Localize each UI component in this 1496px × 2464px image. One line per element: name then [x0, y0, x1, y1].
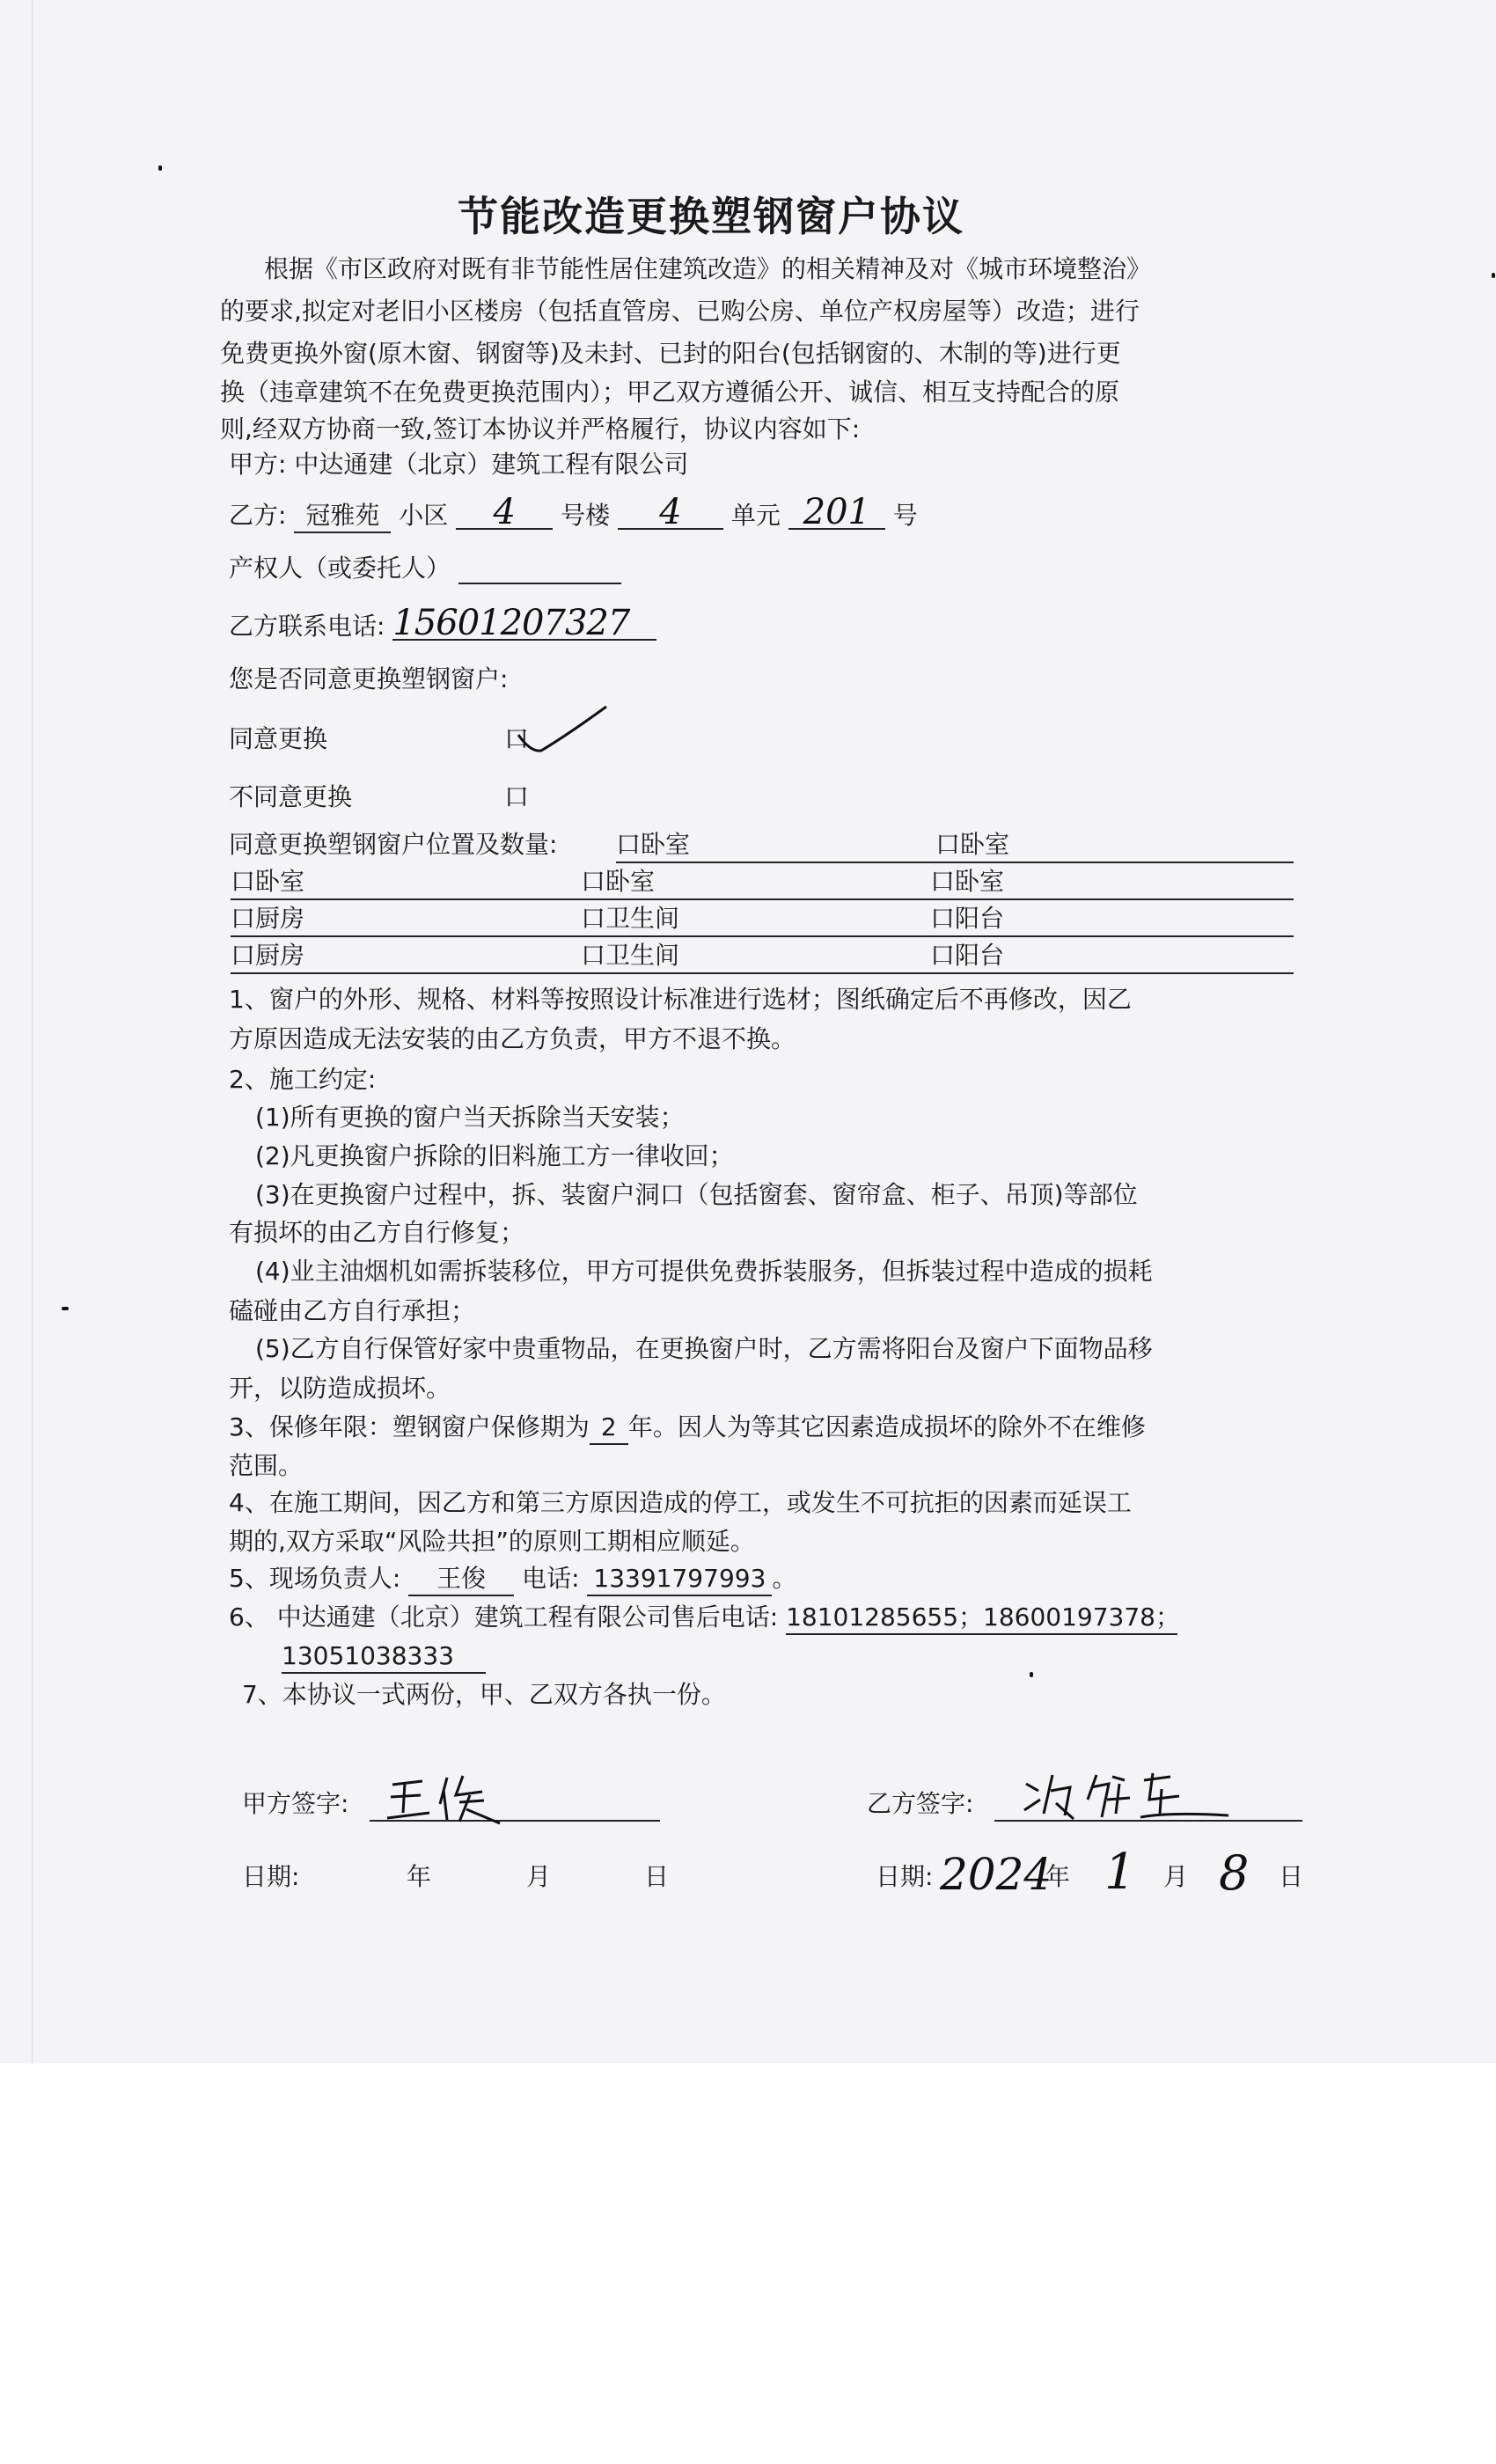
position-rule [231, 972, 1294, 974]
date-b-year: 2024 [940, 1849, 1052, 1900]
community-suffix: 小区 [399, 501, 449, 530]
agree-question: 您是否同意更换塑钢窗户: [229, 664, 509, 693]
clause-2-item-4: (4)业主油烟机如需拆装移位，甲方可提供免费拆装服务，但拆装过程中造成的损耗 [255, 1257, 1153, 1286]
phone-field: 15601207327 [392, 607, 656, 641]
clause-1-line-1: 1、窗户的外形、规格、材料等按照设计标准进行选材；图纸确定后不再修改，因乙 [229, 985, 1132, 1014]
clause-1-line-2: 方原因造成无法安装的由乙方负责，甲方不退不换。 [229, 1024, 796, 1053]
disagree-label: 不同意更换 [229, 782, 353, 811]
scan-speck [158, 165, 162, 171]
party-b-line [229, 492, 918, 533]
position-rule [231, 898, 1294, 900]
community-field: 冠雅苑 [294, 500, 391, 533]
building-field: 4 [456, 496, 553, 530]
after-sales-phones: 18101285655；18600197378； [786, 1602, 1177, 1635]
date-a-month-label: 月 [526, 1862, 552, 1891]
document-title: 节能改造更换塑钢窗户协议 [458, 193, 964, 240]
phone-label: 乙方联系电话: [229, 612, 385, 641]
party-b-signature [1021, 1764, 1250, 1826]
clause-2-item-5: (5)乙方自行保管好家中贵重物品，在更换窗户时，乙方需将阳台及窗户下面物品移 [255, 1334, 1153, 1363]
scan-speck [1030, 1672, 1033, 1677]
room-field: 201 [788, 496, 885, 530]
position-rule [231, 935, 1294, 937]
clause-2-heading: 2、施工约定: [229, 1065, 377, 1094]
clause-5-label: 5、现场负责人: [229, 1564, 401, 1593]
sign-b-label: 乙方签字: [867, 1789, 974, 1818]
intro-line-3: 免费更换外窗(原木窗、钢窗等)及未封、已封的阳台(包括钢窗的、木制的等)进行更 [220, 339, 1121, 368]
clause-6-label: 6、 中达通建（北京）建筑工程有限公司售后电话: [229, 1602, 779, 1632]
party-a: 甲方: 中达通建（北京）建筑工程有限公司 [229, 450, 689, 479]
owner-line [229, 553, 621, 584]
unit-field: 4 [618, 496, 723, 530]
site-manager-phone: 13391797993 [587, 1563, 772, 1596]
party-b-label: 乙方: [229, 501, 287, 530]
phone-line [229, 603, 656, 643]
clause-2-item-1: (1)所有更换的窗户当天拆除当天安装； [255, 1103, 685, 1132]
agree-label: 同意更换 [229, 724, 328, 753]
position-r4-c3[interactable]: 口阳台 [930, 941, 1005, 970]
clause-2-item-3-cont: 有损坏的由乙方自行修复； [229, 1218, 525, 1247]
intro-line-5: 则,经双方协商一致,签订本协议并严格履行，协议内容如下: [220, 414, 861, 444]
page-edge [32, 0, 33, 2064]
clause-6-line-2 [282, 1640, 486, 1674]
position-r3-c3[interactable]: 口阳台 [930, 904, 1005, 933]
clause-3-line-1 [229, 1412, 1146, 1445]
date-a-day-label: 日 [644, 1862, 670, 1891]
position-r4-c2[interactable]: 口卫生间 [581, 941, 680, 970]
sign-a-label: 甲方签字: [242, 1789, 349, 1818]
date-a-label: 日期: [242, 1862, 300, 1891]
warranty-years: 2 [590, 1412, 628, 1445]
date-b-year-label: 年 [1045, 1862, 1071, 1891]
disagree-checkbox[interactable]: 口 [504, 782, 530, 811]
clause-2-item-4-cont: 磕碰由乙方自行承担； [229, 1296, 476, 1325]
clause-3-post: 年。因人为等其它因素造成损坏的除外不在维修 [627, 1412, 1146, 1441]
clause-5-end: 。 [772, 1564, 797, 1593]
clause-2-item-5-cont: 开，以防造成损坏。 [229, 1374, 451, 1403]
position-r2-c1[interactable]: 口卧室 [231, 867, 305, 896]
owner-field [458, 556, 621, 584]
party-a-signature [385, 1769, 544, 1830]
intro-line-2: 的要求,拟定对老旧小区楼房（包括直管房、已购公房、单位产权房屋等）改造；进行 [220, 297, 1140, 326]
date-b-month-label: 月 [1163, 1862, 1189, 1891]
agree-checkbox[interactable]: 口 [504, 724, 530, 753]
clause-4-line-1: 4、在施工期间，因乙方和第三方原因造成的停工，或发生不可抗拒的因素而延误工 [229, 1488, 1132, 1517]
clause-3-pre: 3、保修年限：塑钢窗户保修期为 [229, 1412, 590, 1441]
room-suffix: 号 [892, 501, 918, 530]
position-r3-c1[interactable]: 口厨房 [231, 904, 305, 933]
building-suffix: 号楼 [561, 501, 611, 530]
site-manager-name: 王俊 [408, 1563, 514, 1596]
clause-2-item-2: (2)凡更换窗户拆除的旧料施工方一律收回； [255, 1141, 734, 1170]
after-sales-phone-3: 13051038333 [282, 1640, 486, 1674]
position-rule [616, 862, 1294, 863]
clause-5-phone-label: 电话: [522, 1564, 580, 1593]
clause-2-item-3: (3)在更换窗户过程中，拆、装窗户洞口（包括窗套、窗帘盒、柜子、吊顶)等部位 [255, 1180, 1138, 1209]
clause-7: 7、本协议一式两份，甲、乙双方各执一份。 [242, 1680, 726, 1709]
date-a-year-label: 年 [407, 1862, 432, 1891]
intro-line-1: 根据《市区政府对既有非节能性居住建筑改造》的相关精神及对《城市环境整治》 [264, 254, 1152, 283]
date-b-day: 8 [1219, 1845, 1250, 1901]
date-b-month: 1 [1104, 1844, 1136, 1901]
unit-suffix: 单元 [730, 501, 781, 530]
date-b-label: 日期: [876, 1862, 934, 1891]
clause-4-line-2: 期的,双方采取“风险共担”的原则工期相应顺延。 [229, 1527, 755, 1556]
clause-3-line-2: 范围。 [229, 1451, 304, 1480]
clause-6-line-1 [229, 1602, 1180, 1635]
position-r3-c2[interactable]: 口卫生间 [581, 904, 680, 933]
date-b-day-label: 日 [1279, 1862, 1304, 1891]
scan-speck [62, 1307, 69, 1310]
check-mark-icon [515, 700, 612, 761]
clause-5-line [229, 1563, 796, 1596]
position-r2-c3[interactable]: 口卧室 [930, 867, 1005, 896]
owner-label: 产权人（或委托人） [229, 554, 451, 583]
position-r4-c1[interactable]: 口厨房 [231, 941, 305, 970]
position-r1-c1[interactable]: 口卧室 [616, 830, 691, 859]
position-r2-c2[interactable]: 口卧室 [581, 867, 656, 896]
positions-label: 同意更换塑钢窗户位置及数量: [229, 830, 558, 859]
intro-line-4: 换（违章建筑不在免费更换范围内）；甲乙双方遵循公开、诚信、相互支持配合的原 [220, 378, 1120, 407]
position-r1-c2[interactable]: 口卧室 [935, 830, 1010, 859]
scan-speck [1492, 273, 1495, 278]
